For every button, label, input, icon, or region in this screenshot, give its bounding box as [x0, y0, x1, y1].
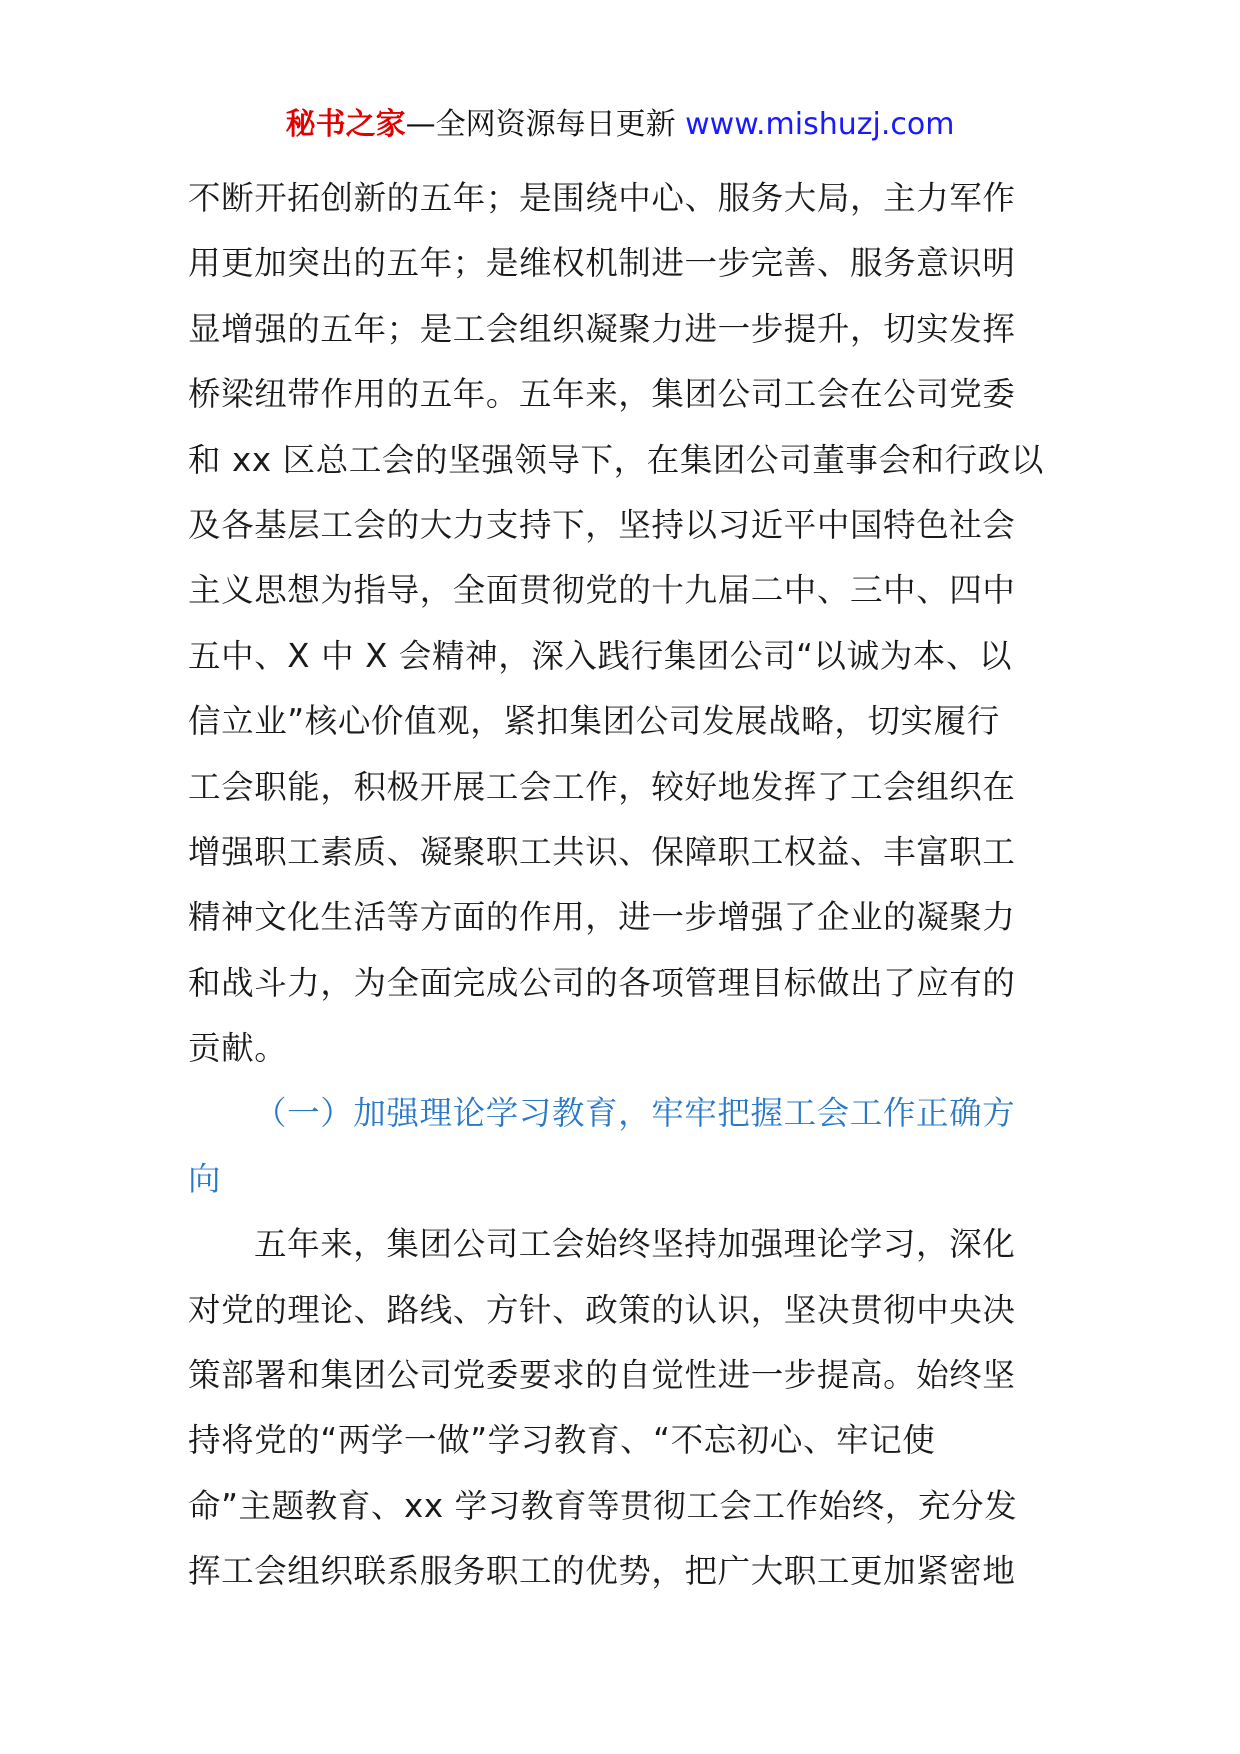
text-line: 持将党的“两学一做”学习教育、“不忘初心、牢记使 [188, 1421, 936, 1460]
text-line: 精神文化生活等方面的作用，进一步增强了企业的凝聚力 [188, 898, 1016, 937]
text-line: 显增强的五年；是工会组织凝聚力进一步提升，切实发挥 [188, 309, 1016, 348]
site-tagline: —全网资源每日更新 [405, 107, 686, 142]
text-line: 信立业”核心价值观，紧扣集团公司发展战略，切实履行 [188, 702, 1000, 741]
text-line: 对党的理论、路线、方针、政策的认识，坚决贯彻中央决 [188, 1290, 1016, 1329]
text-line: 五年来，集团公司工会始终坚持加强理论学习，深化 [254, 1225, 1016, 1264]
section-heading: （一）加强理论学习教育，牢牢把握工会工作正确方 [254, 1094, 1016, 1133]
site-brand: 秘书之家 [285, 107, 406, 142]
text-line: 和 xx 区总工会的坚强领导下，在集团公司董事会和行政以 [188, 440, 1044, 479]
text-line: 贡献。 [188, 1029, 288, 1068]
section-heading-continued: 向 [188, 1159, 222, 1198]
text-line: 及各基层工会的大力支持下，坚持以习近平中国特色社会 [188, 505, 1016, 544]
text-line: 桥梁纽带作用的五年。五年来，集团公司工会在公司党委 [188, 375, 1016, 414]
text-line: 五中、X 中 X 会精神，深入践行集团公司“以诚为本、以 [188, 636, 1013, 675]
text-line: 策部署和集团公司党委要求的自觉性进一步提高。始终坚 [188, 1356, 1016, 1395]
text-line: 增强职工素质、凝聚职工共识、保障职工权益、丰富职工 [188, 832, 1016, 871]
text-line: 用更加突出的五年；是维权机制进一步完善、服务意识明 [188, 244, 1016, 283]
text-line: 和战斗力，为全面完成公司的各项管理目标做出了应有的 [188, 963, 1016, 1002]
text-line: 不断开拓创新的五年；是围绕中心、服务大局，主力军作 [188, 179, 1016, 217]
document-body [188, 166, 1058, 1605]
text-line: 挥工会组织联系服务职工的优势，把广大职工更加紧密地 [188, 1552, 1016, 1591]
text-line: 命”主题教育、xx 学习教育等贯彻工会工作始终，充分发 [188, 1486, 1018, 1525]
text-line: 主义思想为指导，全面贯彻党的十九届二中、三中、四中 [188, 571, 1016, 610]
site-url-link[interactable]: www.mishuzj.com [685, 107, 955, 142]
text-line: 工会职能，积极开展工会工作，较好地发挥了工会组织在 [188, 767, 1016, 806]
site-header [0, 103, 1240, 147]
